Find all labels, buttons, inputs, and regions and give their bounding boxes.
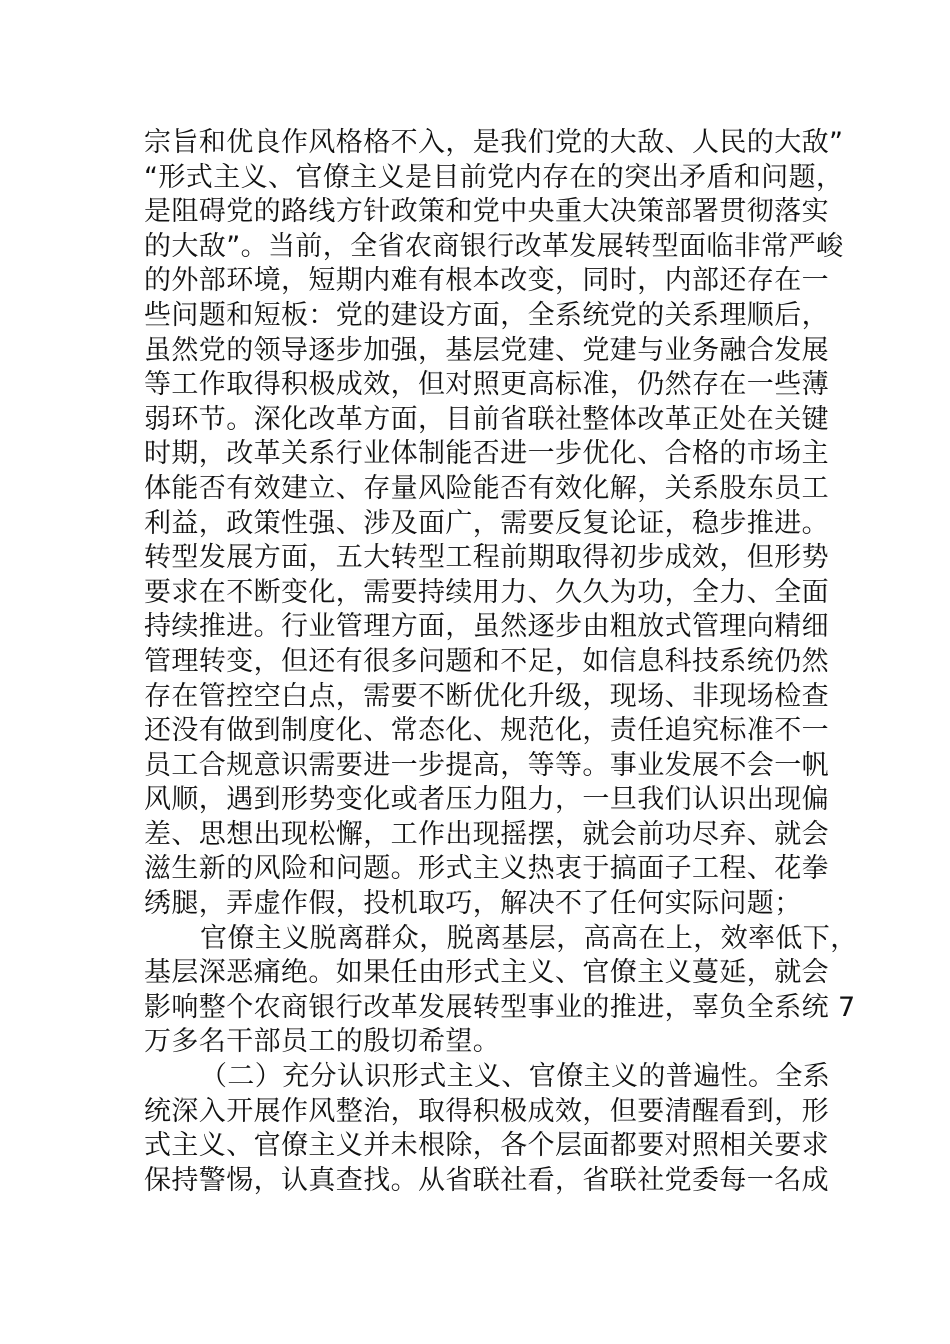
text-line: 持续推进。行业管理方面，虽然逐步由粗放式管理向精细	[144, 611, 829, 643]
text-line: 万多名干部员工的殷切希望。	[144, 1026, 501, 1058]
text-line: 存在管控空白点，需要不断优化升级，现场、非现场检查	[144, 680, 829, 712]
paragraph-first-line: 官僚主义脱离群众，脱离基层，高高在上，效率低下，	[200, 922, 858, 954]
text-line: 是阻碍党的路线方针政策和党中央重大决策部署贯彻落实	[144, 196, 829, 228]
text-line: 宗旨和优良作风格格不入，是我们党的大敌、人民的大敌”	[144, 127, 844, 158]
text-line: 体能否有效建立、存量风险能否有效化解，关系股东员工	[144, 472, 829, 504]
text-line: 风顺，遇到形势变化或者压力阻力，一旦我们认识出现偏	[144, 784, 829, 816]
text-line: 要求在不断变化，需要持续用力、久久为功，全力、全面	[144, 576, 829, 608]
text-line: 统深入开展作风整治，取得积极成效，但要清醒看到，形	[144, 1095, 829, 1127]
text-line: 转型发展方面，五大转型工程前期取得初步成效，但形势	[144, 542, 829, 574]
text-line: 绣腿，弄虚作假，投机取巧，解决不了任何实际问题；	[144, 888, 802, 920]
text-line: 些问题和短板：党的建设方面，全系统党的关系理顺后，	[144, 299, 829, 331]
text-line: 还没有做到制度化、常态化、规范化，责任追究标准不一	[144, 715, 829, 747]
text-line: 虽然党的领导逐步加强，基层党建、党建与业务融合发展	[144, 334, 829, 366]
section-heading-line: （二）充分认识形式主义、官僚主义的普遍性。全系	[200, 1061, 831, 1093]
text-line: 滋生新的风险和问题。形式主义热衷于搞面子工程、花拳	[144, 853, 829, 885]
text-line: “形式主义、官僚主义是目前党内存在的突出矛盾和问题，	[144, 161, 844, 193]
text-line: 时期，改革关系行业体制能否进一步优化、合格的市场主	[144, 438, 829, 470]
text-line: 弱环节。深化改革方面，目前省联社整体改革正处在关键	[144, 403, 829, 435]
text-line: 的大敌”。当前，全省农商银行改革发展转型面临非常严峻	[144, 230, 844, 262]
text-line: 影响整个农商银行改革发展转型事业的推进，辜负全系统 7	[144, 991, 856, 1023]
text-line: 的外部环境，短期内难有根本改变，同时，内部还存在一	[144, 265, 829, 297]
text-line: 差、思想出现松懈，工作出现摇摆，就会前功尽弃、就会	[144, 818, 829, 850]
text-line: 保持警惕，认真查找。从省联社看，省联社党委每一名成	[144, 1164, 829, 1196]
text-line: 等工作取得积极成效，但对照更高标准，仍然存在一些薄	[144, 369, 829, 401]
text-line: 式主义、官僚主义并未根除，各个层面都要对照相关要求	[144, 1130, 829, 1162]
body-text	[144, 126, 858, 1198]
text-line: 管理转变，但还有很多问题和不足，如信息科技系统仍然	[144, 645, 829, 677]
text-line: 利益，政策性强、涉及面广，需要反复论证，稳步推进。	[144, 507, 829, 539]
text-line: 员工合规意识需要进一步提高，等等。事业发展不会一帆	[144, 749, 829, 781]
text-line: 基层深恶痛绝。如果任由形式主义、官僚主义蔓延，就会	[144, 957, 829, 989]
